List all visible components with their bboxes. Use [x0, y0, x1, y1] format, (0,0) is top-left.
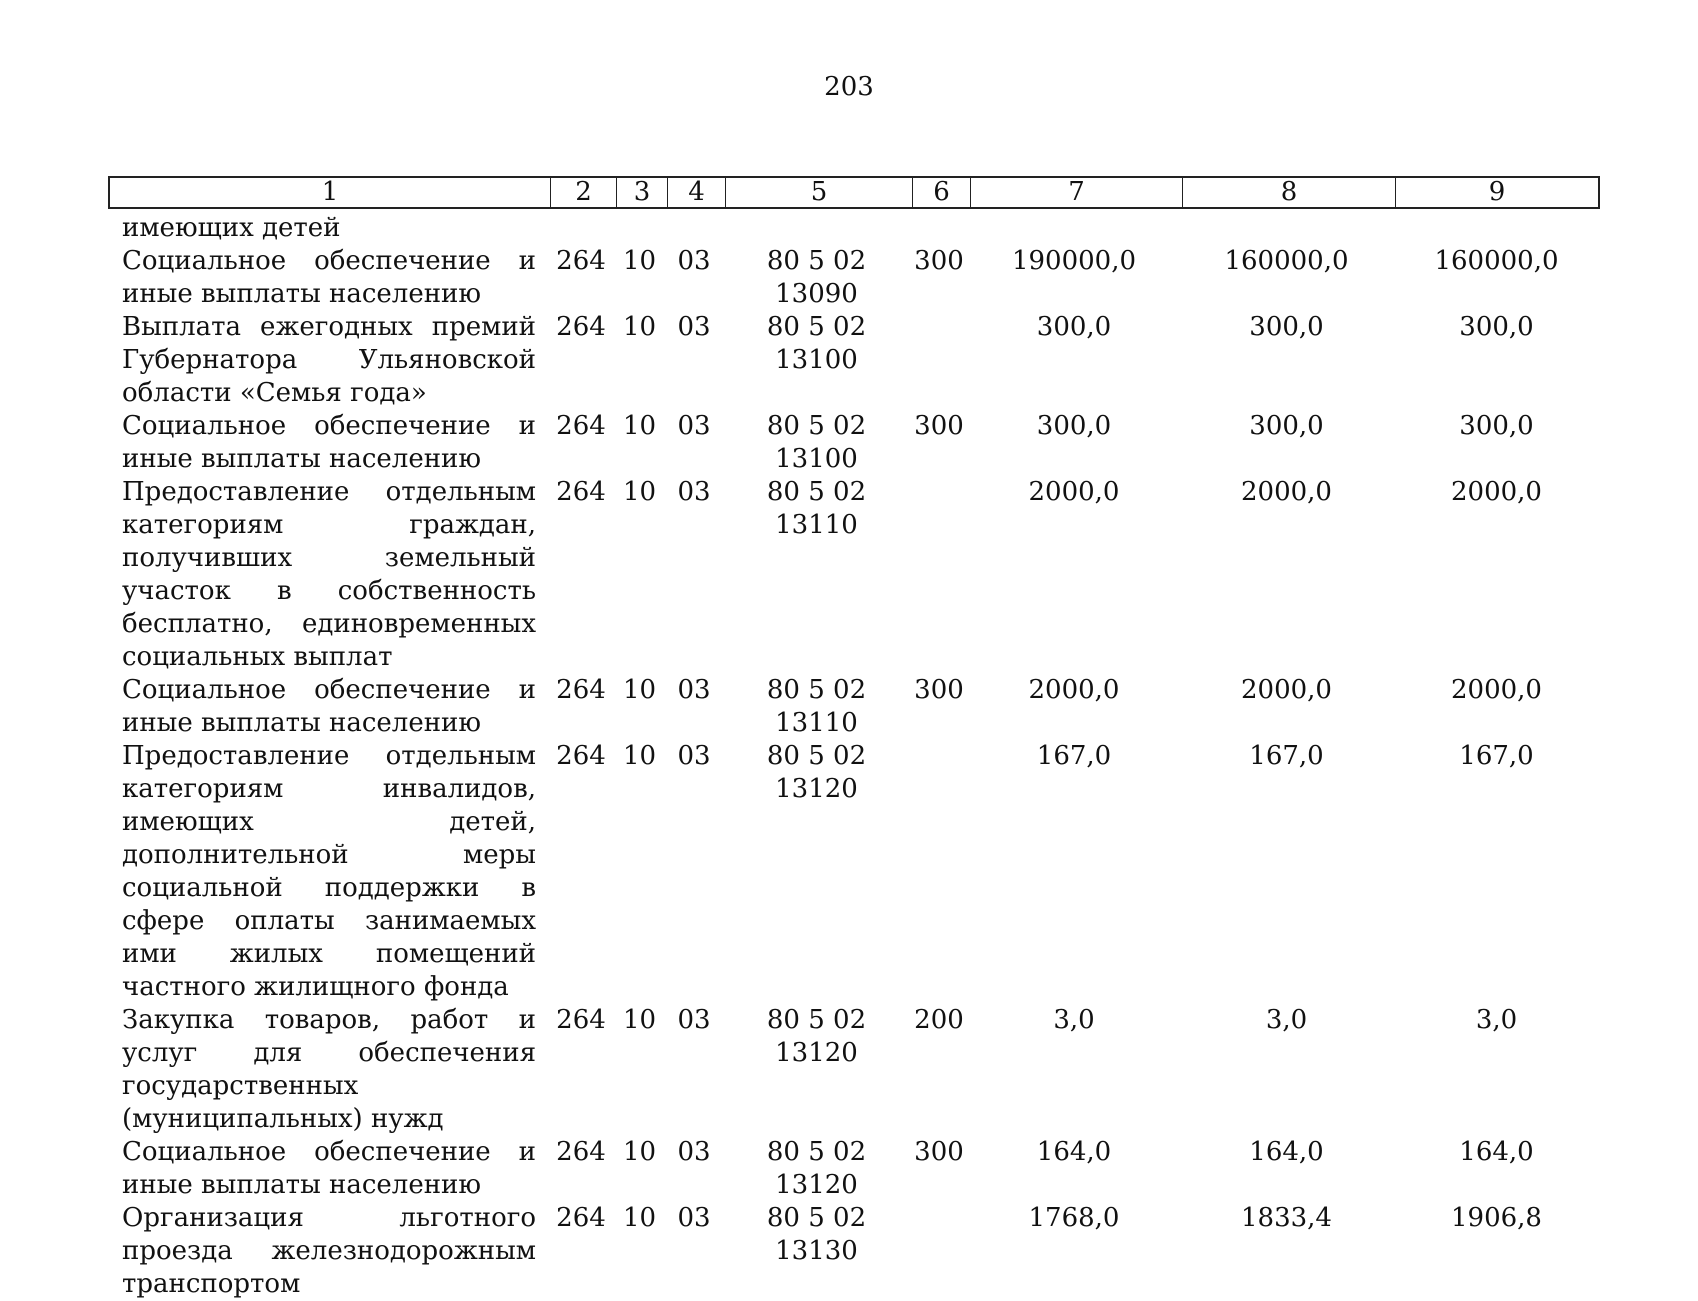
col-5-value: 80 5 02 13120	[766, 1005, 867, 1068]
header-col-2: 2	[550, 178, 616, 207]
col-3-value: 10	[622, 741, 657, 771]
col-4-value: 03	[677, 477, 711, 507]
row-description: Социальное обеспечение и иные выплаты населению	[122, 411, 536, 474]
header-col-5: 5	[725, 178, 912, 207]
row-description: Выплата ежегодных премий Губернатора Ульяновской области «Семья года»	[122, 312, 536, 408]
header-col-1: 1	[321, 177, 339, 207]
col-9-value: 300,0	[1459, 411, 1534, 441]
col-9-value: 164,0	[1459, 1137, 1534, 1167]
col-5-value: 80 5 02 13090	[766, 246, 867, 309]
col-6-value: 300	[914, 246, 964, 276]
col-9-value: 167,0	[1459, 741, 1534, 771]
col-8-value: 167,0	[1249, 741, 1324, 771]
header-col-3: 3	[616, 178, 667, 207]
col-3-value: 10	[622, 1005, 657, 1035]
row-description: Социальное обеспечение и иные выплаты населению	[122, 246, 536, 309]
col-2-value: 264	[556, 312, 606, 342]
col-8-value: 3,0	[1265, 1005, 1308, 1035]
table-row	[108, 1202, 1600, 1301]
row-description: имеющих детей	[122, 213, 341, 243]
col-8-value: 160000,0	[1224, 246, 1349, 276]
table-row	[108, 410, 1600, 476]
col-4-value: 03	[677, 675, 711, 705]
col-6-value: 300	[914, 675, 964, 705]
col-9-value: 160000,0	[1434, 246, 1559, 276]
col-9-value: 3,0	[1475, 1005, 1518, 1035]
col-2-value: 264	[556, 246, 606, 276]
col-2-value: 264	[556, 675, 606, 705]
col-2-value: 264	[556, 1005, 606, 1035]
col-3-value: 10	[622, 675, 657, 705]
col-7-value: 190000,0	[1011, 246, 1137, 276]
table-header	[108, 176, 1600, 209]
col-4-value: 03	[677, 1137, 711, 1167]
table-row	[108, 476, 1600, 674]
col-2-value: 264	[556, 1203, 606, 1233]
table-row	[108, 740, 1600, 1004]
col-8-value: 300,0	[1249, 411, 1324, 441]
row-description: Организация льготного проезда железнодорожным транспортом	[122, 1203, 536, 1299]
col-5-value: 80 5 02 13130	[766, 1203, 867, 1266]
col-5-value: 80 5 02 13110	[766, 477, 867, 540]
col-2-value: 264	[556, 741, 606, 771]
header-col-7: 7	[970, 178, 1182, 207]
table-row	[108, 245, 1600, 311]
col-3-value: 10	[622, 1203, 657, 1233]
col-5-value: 80 5 02 13100	[766, 312, 867, 375]
col-8-value: 300,0	[1249, 312, 1324, 342]
col-4-value: 03	[677, 1203, 711, 1233]
col-2-value: 264	[556, 411, 606, 441]
table-row	[108, 311, 1600, 410]
header-col-9: 9	[1395, 178, 1598, 207]
col-7-value: 167,0	[1036, 741, 1112, 771]
col-8-value: 1833,4	[1241, 1203, 1332, 1233]
header-col-4: 4	[667, 178, 725, 207]
col-7-value: 2000,0	[1028, 675, 1120, 705]
header-col-6: 6	[912, 178, 970, 207]
col-3-value: 10	[622, 477, 657, 507]
col-9-value: 1906,8	[1451, 1203, 1542, 1233]
col-7-value: 3,0	[1053, 1005, 1095, 1035]
col-6-value: 200	[914, 1005, 964, 1035]
row-description: Социальное обеспечение и иные выплаты населению	[122, 675, 536, 738]
col-5-value: 80 5 02 13100	[766, 411, 867, 474]
col-5-value: 80 5 02 13120	[766, 1137, 867, 1200]
header-col-8: 8	[1182, 178, 1395, 207]
table-row	[108, 1136, 1600, 1202]
col-7-value: 300,0	[1036, 312, 1112, 342]
col-9-value: 300,0	[1459, 312, 1534, 342]
table-body	[108, 212, 1600, 1301]
col-2-value: 264	[556, 1137, 606, 1167]
col-8-value: 2000,0	[1241, 675, 1332, 705]
col-9-value: 2000,0	[1451, 477, 1542, 507]
col-4-value: 03	[677, 411, 711, 441]
col-7-value: 2000,0	[1028, 477, 1120, 507]
col-4-value: 03	[677, 741, 711, 771]
table-row	[108, 674, 1600, 740]
col-3-value: 10	[622, 411, 657, 441]
col-7-value: 164,0	[1036, 1137, 1112, 1167]
col-4-value: 03	[677, 246, 711, 276]
table-row	[108, 212, 1600, 245]
row-description: Предоставление отдельным категориям инвалидов, имеющих детей, дополнительной меры социальной поддержки в сфере оплаты занимаемых ими жилых помещений частного жилищного фонда	[122, 741, 536, 1002]
col-8-value: 2000,0	[1241, 477, 1332, 507]
col-5-value: 80 5 02 13110	[766, 675, 867, 738]
row-description: Предоставление отдельным категориям граждан, получивших земельный участок в собственность бесплатно, единовременных социальных выплат	[122, 477, 536, 672]
table-row	[108, 1004, 1600, 1136]
col-3-value: 10	[622, 1137, 657, 1167]
col-2-value: 264	[556, 477, 606, 507]
col-9-value: 2000,0	[1451, 675, 1542, 705]
col-6-value: 300	[914, 411, 964, 441]
col-7-value: 300,0	[1036, 411, 1112, 441]
col-8-value: 164,0	[1249, 1137, 1324, 1167]
col-4-value: 03	[677, 312, 711, 342]
row-description: Закупка товаров, работ и услуг для обеспечения государственных (муниципальных) нужд	[122, 1005, 536, 1134]
col-5-value: 80 5 02 13120	[766, 741, 867, 804]
page-number: 203	[824, 72, 874, 102]
col-3-value: 10	[622, 312, 657, 342]
col-3-value: 10	[622, 246, 657, 276]
col-6-value: 300	[914, 1137, 964, 1167]
col-4-value: 03	[677, 1005, 711, 1035]
col-7-value: 1768,0	[1028, 1203, 1120, 1233]
row-description: Социальное обеспечение и иные выплаты населению	[122, 1137, 536, 1200]
